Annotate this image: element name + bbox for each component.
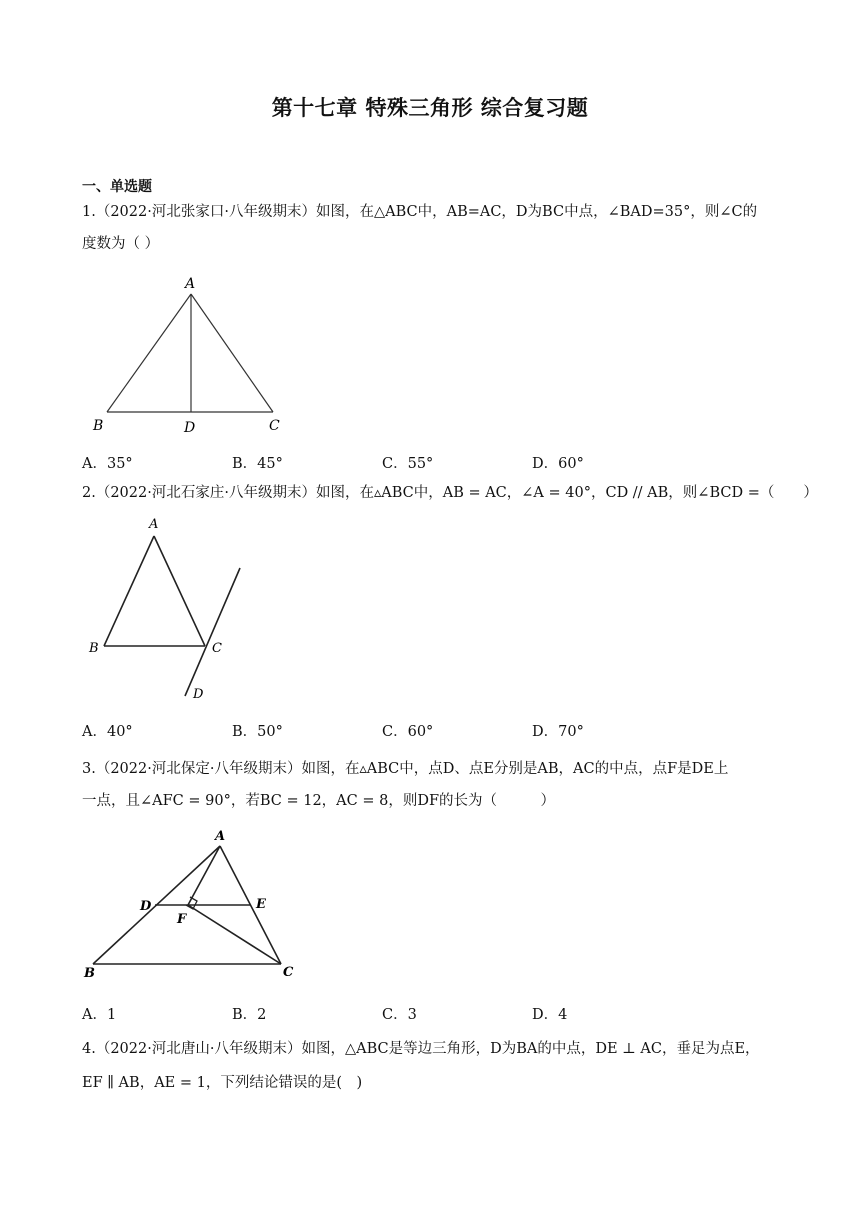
line-cd [185, 568, 240, 696]
question-1-option-b: B．45° [232, 456, 283, 472]
label-c: C [212, 641, 222, 656]
question-1-text-line-2: 度数为（ ） [82, 236, 160, 252]
page-title: 第十七章 特殊三角形 综合复习题 [271, 96, 589, 120]
question-4-text-line-2: EF ∥ AB，AE = 1，下列结论错误的是( ) [82, 1075, 363, 1091]
question-2-figure [85, 514, 255, 706]
segment-ab [107, 294, 191, 412]
label-e: E [256, 897, 266, 912]
question-3-option-a: A．1 [82, 1007, 117, 1023]
section-heading: 一、单选题 [82, 179, 152, 195]
question-2-option-a: A．40° [82, 724, 133, 740]
question-2-option-b: B．50° [232, 724, 283, 740]
label-a: A [215, 829, 226, 844]
question-2-text-line-1: 2.（2022·河北石家庄·八年级期末）如图，在▵ABC中，AB = AC，∠A = 40°，CD // AB，则∠BCD =（ ） [82, 485, 818, 501]
question-1-option-d: D．60° [532, 456, 584, 472]
question-1-text-line-1: 1.（2022·河北张家口·八年级期末）如图，在△ABC中，AB=AC，D为BC中点，∠BAD=35°，则∠C的 [82, 204, 758, 220]
question-1-option-c: C．55° [382, 456, 434, 472]
label-a: A [149, 517, 159, 532]
question-1-option-a: A．35° [82, 456, 133, 472]
label-b: B [84, 966, 95, 981]
segment-ac [154, 536, 205, 646]
question-3-text-line-1: 3.（2022·河北保定·八年级期末）如图，在▵ABC中，点D、点E分别是AB，AC的中点，点F是DE上 [82, 761, 729, 777]
question-1-figure [85, 272, 295, 440]
label-f: F [177, 912, 187, 927]
question-3-figure [80, 826, 304, 982]
segment-fc [188, 905, 281, 964]
question-4-text-line-1: 4.（2022·河北唐山·八年级期末）如图，△ABC是等边三角形，D为BA的中点，DE ⊥ AC，垂足为点E， [82, 1041, 760, 1057]
label-b: B [89, 641, 99, 656]
question-3-option-c: C．3 [382, 1007, 417, 1023]
label-d: D [193, 687, 204, 702]
question-2-option-d: D．70° [532, 724, 584, 740]
question-2-option-c: C．60° [382, 724, 434, 740]
question-3-option-d: D．4 [532, 1007, 568, 1023]
question-3-option-b: B．2 [232, 1007, 267, 1023]
segment-ac [191, 294, 273, 412]
label-c: C [269, 418, 280, 434]
label-c: C [283, 965, 294, 980]
segment-af [188, 846, 220, 905]
segment-ab [104, 536, 154, 646]
label-b: B [93, 418, 104, 434]
question-3-text-line-2: 一点，且∠AFC = 90°，若BC = 12，AC = 8，则DF的长为（ ） [82, 793, 556, 809]
label-d: D [140, 899, 152, 914]
label-d: D [184, 420, 196, 436]
label-a: A [185, 276, 196, 292]
